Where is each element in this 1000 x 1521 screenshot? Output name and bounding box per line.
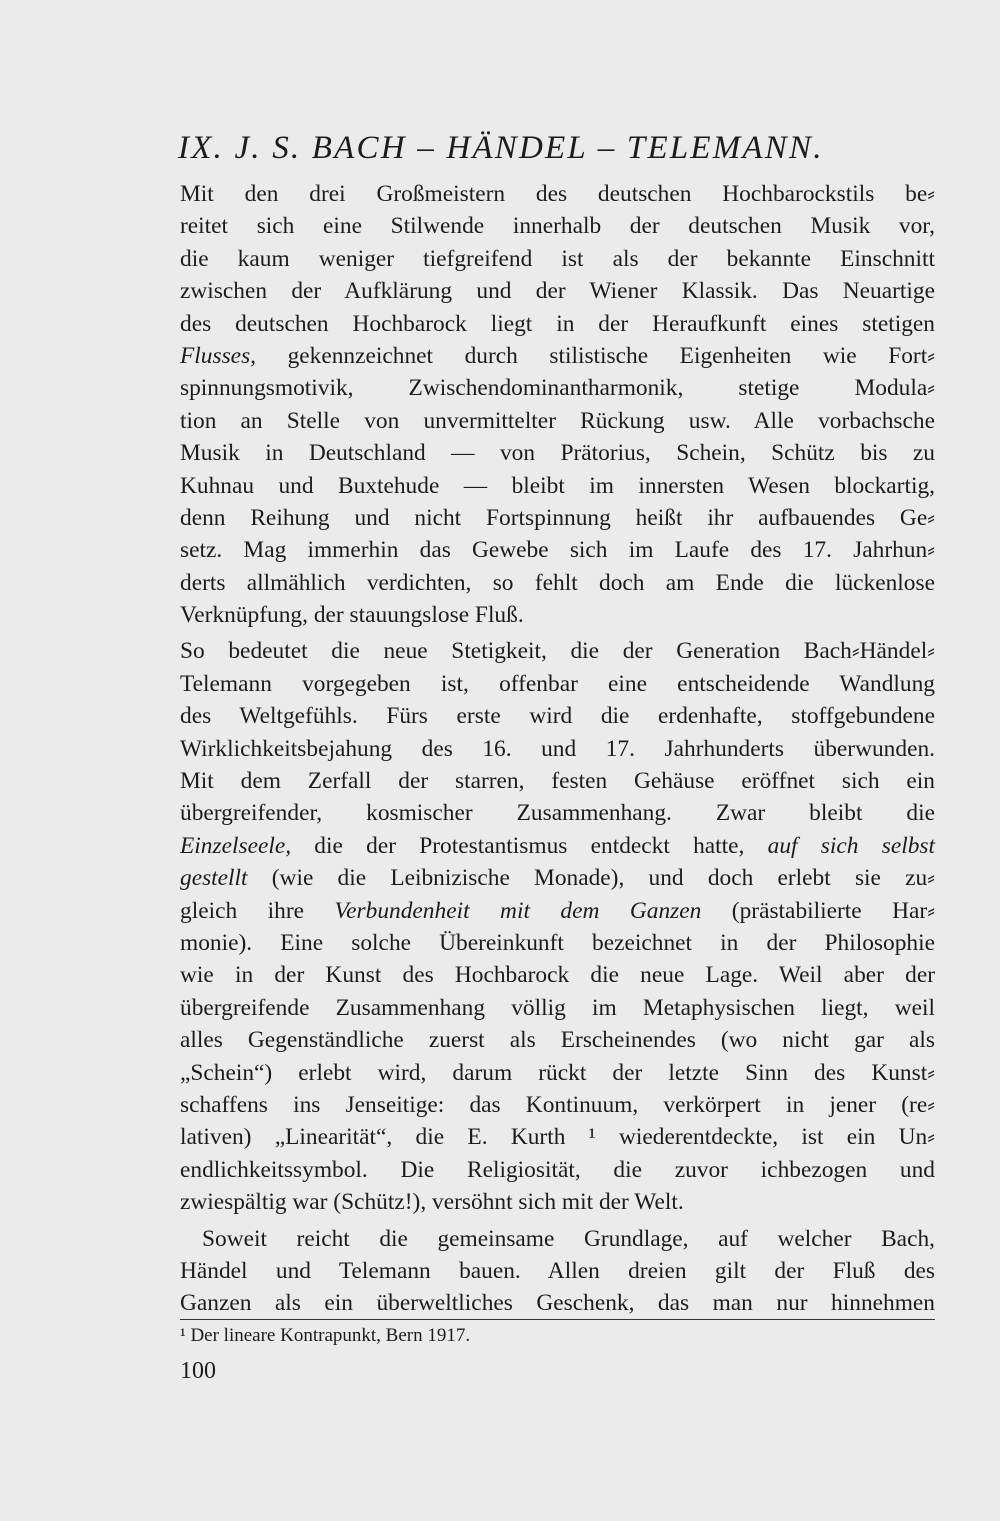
text-line: denn Reihung und nicht Fortspinnung heißt ihr aufbauendes Ge⸗ xyxy=(180,504,935,531)
text-line: derts allmählich verdichten, so fehlt doch am Ende die lückenlose xyxy=(180,569,935,596)
text-line: setz. Mag immerhin das Gewebe sich im Laufe des 17. Jahrhun⸗ xyxy=(180,537,935,564)
text-line: Mit den drei Großmeistern des deutschen Hochbarockstils be⸗ xyxy=(180,181,935,207)
text-line: tion an Stelle von unvermittelter Rückung usw. Alle vorbachsche xyxy=(180,407,935,434)
text-line: Soweit reicht die gemeinsame Grundlage, auf welcher Bach, xyxy=(202,1225,935,1252)
text-line: monie). Eine solche Übereinkunft bezeichnet in der Philosophie xyxy=(180,929,935,956)
footnote-divider xyxy=(180,1319,935,1320)
text-line: lativen) „Linearität“, die E. Kurth ¹ wiederentdeckte, ist ein Un⸗ xyxy=(180,1124,935,1151)
text-line: des Weltgefühls. Fürs erste wird die erdenhafte, stoffgebundene xyxy=(180,703,935,730)
paragraph xyxy=(180,1223,935,1320)
text-line: übergreifender, kosmischer Zusammenhang. Zwar bleibt die xyxy=(180,800,935,827)
text-line: Wirklichkeitsbejahung des 16. und 17. Jahrhunderts überwunden. xyxy=(180,735,935,762)
text-line: zwischen der Aufklärung und der Wiener Klassik. Das Neuartige xyxy=(180,278,935,305)
paragraph xyxy=(180,178,935,631)
text-line: endlichkeitssymbol. Die Religiosität, die zuvor ichbezogen und xyxy=(180,1156,935,1183)
text-line: reitet sich eine Stilwende innerhalb der deutschen Musik vor, xyxy=(180,213,935,240)
text-line: Mit dem Zerfall der starren, festen Gehäuse eröffnet sich ein xyxy=(180,768,935,795)
page-number: 100 xyxy=(180,1358,216,1384)
text-line: Ganzen als ein überweltliches Geschenk, das man nur hinnehmen xyxy=(180,1290,935,1317)
text-line: zwiespältig war (Schütz!), versöhnt sich mit der Welt. xyxy=(180,1189,684,1216)
footnote: ¹ Der lineare Kontrapunkt, Bern 1917. xyxy=(180,1325,471,1346)
text-line: übergreifende Zusammenhang völlig im Metaphysischen liegt, weil xyxy=(180,994,935,1021)
text-line: „Schein“) erlebt wird, darum rückt der letzte Sinn des Kunst⸗ xyxy=(180,1059,935,1086)
text-line: So bedeutet die neue Stetigkeit, die der Generation Bach⸗Händel⸗ xyxy=(180,638,935,665)
text-line: Einzelseele, die der Protestantismus entdeckt hatte, auf sich selbst xyxy=(180,832,935,859)
text-line: schaffens ins Jenseitige: das Kontinuum, verkörpert in jener (re⸗ xyxy=(180,1091,935,1118)
text-line: spinnungsmotivik, Zwischendominantharmonik, stetige Modula⸗ xyxy=(180,375,935,402)
text-line: gleich ihre Verbundenheit mit dem Ganzen (prästabilierte Har⸗ xyxy=(180,897,936,924)
text-line: die kaum weniger tiefgreifend ist als der bekannte Einschnitt xyxy=(180,245,935,272)
body-text xyxy=(180,178,935,1320)
paragraph xyxy=(180,635,935,1218)
text-line: gestellt (wie die Leibnizische Monade), und doch erlebt sie zu⸗ xyxy=(180,865,935,892)
text-line: Händel und Telemann bauen. Allen dreien gilt der Fluß des xyxy=(180,1257,935,1284)
text-line: Flusses, gekennzeichnet durch stilistische Eigenheiten wie Fort⸗ xyxy=(180,342,935,369)
text-line: Verknüpfung, der stauungslose Fluß. xyxy=(180,602,524,629)
text-line: wie in der Kunst des Hochbarock die neue Lage. Weil aber der xyxy=(180,962,935,989)
text-line: Musik in Deutschland — von Prätorius, Schein, Schütz bis zu xyxy=(180,440,935,467)
text-line: Kuhnau und Buxtehude — bleibt im innersten Wesen blockartig, xyxy=(180,472,935,499)
text-line: Telemann vorgegeben ist, offenbar eine entscheidende Wandlung xyxy=(180,670,935,697)
text-line: des deutschen Hochbarock liegt in der Heraufkunft eines stetigen xyxy=(180,310,935,337)
text-line: alles Gegenständliche zuerst als Erscheinendes (wo nicht gar als xyxy=(180,1027,935,1054)
chapter-heading: IX. J. S. BACH – HÄNDEL – TELEMANN. xyxy=(178,130,824,166)
